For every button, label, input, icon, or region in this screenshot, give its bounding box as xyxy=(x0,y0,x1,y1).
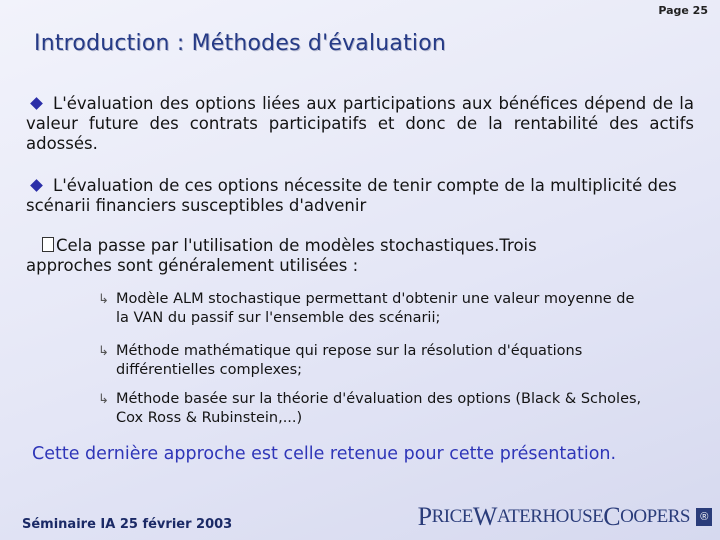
logo-mark-icon: ® xyxy=(696,508,712,526)
footer-text: Séminaire IA 25 février 2003 xyxy=(22,517,233,532)
conclusion-text: Cette dernière approche est celle retenue pour cette présentation. xyxy=(32,444,617,464)
approach-1-line-2: la VAN du passif sur l'ensemble des scénarii; xyxy=(116,310,441,326)
arrow-bullet-icon: ↳ xyxy=(98,392,109,407)
approach-2-line-1: Méthode mathématique qui repose sur la résolution d'équations xyxy=(116,343,583,359)
logo-letter: W xyxy=(472,502,497,531)
missing-glyph-icon xyxy=(42,237,54,252)
pricewaterhousecoopers-logo xyxy=(418,504,712,530)
sub-intro-line-2: approches sont généralement utilisées : xyxy=(26,256,359,275)
logo-letters: ATERHOUSE xyxy=(496,506,604,527)
approach-item-1 xyxy=(98,290,698,328)
bullet-text-1: L'évaluation des options liées aux participations aux bénéfices dépend de la valeur future des contrats participatifs et donc de la rentabilité des actifs adossés. xyxy=(26,94,694,153)
diamond-icon xyxy=(30,97,43,110)
sub-intro-line-1: Cela passe par l'utilisation de modèles stochastiques.Trois xyxy=(56,236,537,255)
diamond-icon xyxy=(30,179,43,192)
approach-item-3 xyxy=(98,390,698,428)
page-number: Page 25 xyxy=(658,4,708,17)
approach-2-line-2: différentielles complexes; xyxy=(116,362,303,378)
sub-intro xyxy=(26,236,686,276)
logo-letters: OOPERS xyxy=(620,506,690,527)
slide-title: Introduction : Méthodes d'évaluation xyxy=(34,31,447,56)
logo-letter: C xyxy=(603,502,621,531)
arrow-bullet-icon: ↳ xyxy=(98,292,109,307)
bullet-item-2 xyxy=(26,176,694,216)
arrow-bullet-icon: ↳ xyxy=(98,344,109,359)
approach-item-2 xyxy=(98,342,698,380)
approach-1-line-1: Modèle ALM stochastique permettant d'obtenir une valeur moyenne de xyxy=(116,291,635,307)
bullet-item-1 xyxy=(26,94,694,154)
bullet-text-2: L'évaluation de ces options nécessite de tenir compte de la multiplicité des scénarii financiers susceptibles d'advenir xyxy=(26,176,677,215)
logo-letter: P xyxy=(417,502,432,531)
logo-letters: RICE xyxy=(431,506,473,527)
approach-3-line-2: Cox Ross & Rubinstein,...) xyxy=(116,410,303,426)
approach-3-line-1: Méthode basée sur la théorie d'évaluation des options (Black & Scholes, xyxy=(116,391,642,407)
